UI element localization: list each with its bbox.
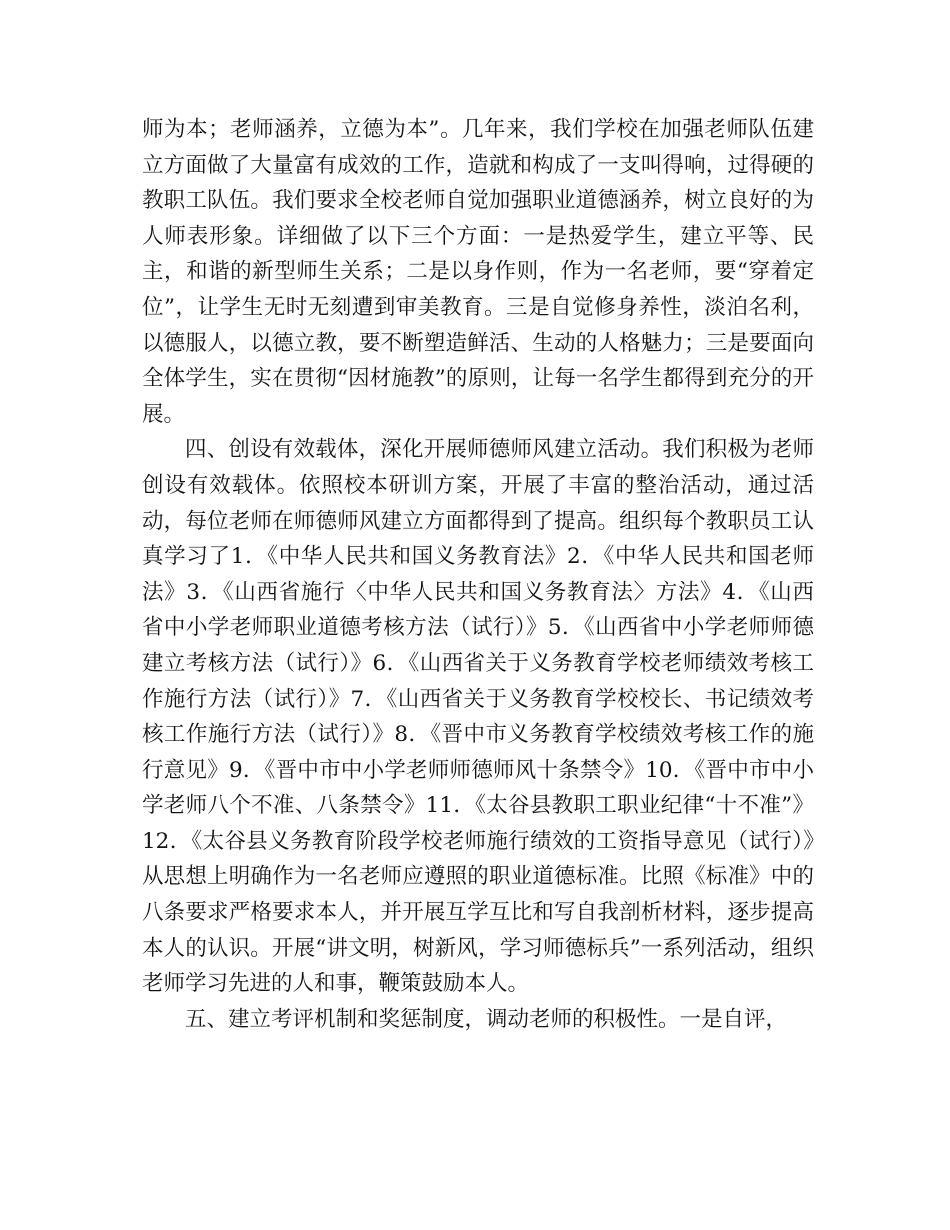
paragraph-section-five: 五、建立考评机制和奖惩制度，调动老师的积极性。一是自评， (185, 1006, 788, 1032)
paragraph-section-four: 四、创设有效载体，深化开展师德师风建立活动。我们积极为老师创设有效载体。依照校本研训方案，开展了丰富的整治活动，通过活动，每位老师在师德师风建立方面都得到了提高。组织每个教职员工认真学习了1．《中华人民共和国义务教育法》2．《中华人民共和国老师法》3．《山西省施行〈中华人民共和国义务教育法〉方法》4．《山西省中小学老师职业道德考核方法（试行）》5．《山西省中小学老师师德建立考核方法（试行）》6．《山西省关于义务教育学校老师绩效考核工作施行方法（试行）》7．《山西省关于义务教育学校校长、书记绩效考核工作施行方法（试行）》8．《晋中市义务教育学校绩效考核工作的施行意见》9．《晋中市中小学老师师德师风十条禁令》10．《晋中市中小学老师八个不准、八条禁令》11．《太谷县教职工职业纪律“十不准”》12．《太谷县义务教育阶段学校老师施行绩效的工资指导意见（试行）》从思想上明确作为一名老师应遵照的职业道德标准。比照《标准》中的八条要求严格要求本人，并开展互学互比和写自我剖析材料，逐步提高本人的认识。开展“讲文明，树新风，学习师德标兵”一系列活动，组织老师学习先进的人和事，鞭策鼓励本人。 (142, 437, 814, 997)
document-body (142, 112, 814, 1037)
paragraph-continuation: 师为本；老师涵养，立德为本”。几年来，我们学校在加强老师队伍建立方面做了大量富有成效的工作，造就和构成了一支叫得响，过得硬的教职工队伍。我们要求全校老师自觉加强职业道德涵养，树立良好的为人师表形象。详细做了以下三个方面：一是热爱学生，建立平等、民主，和谐的新型师生关系；二是以身作则，作为一名老师，要“穿着定位”，让学生无时无刻遭到审美教育。三是自觉修身养性，淡泊名利，以德服人，以德立教，要不断塑造鲜活、生动的人格魅力；三是要面向全体学生，实在贯彻“因材施教”的原则，让每一名学生都得到充分的开展。 (142, 117, 814, 427)
